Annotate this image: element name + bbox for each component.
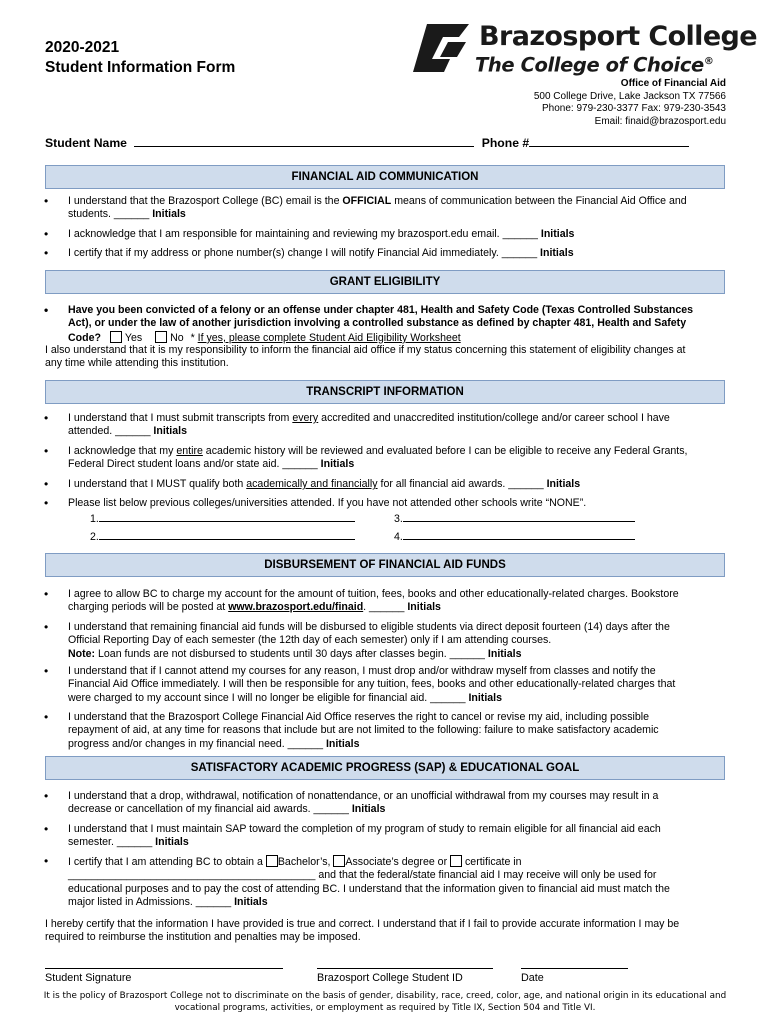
list-item-email-responsibility: • I acknowledge that I am responsible for maintaining and reviewing my brazosport.edu email. ______ Initials: [68, 228, 688, 241]
list-item-address-change: • I certify that if my address or phone number(s) change I will notify Financial Aid immediately. ______ Initials: [68, 247, 688, 260]
office-address: 500 College Drive, Lake Jackson TX 77566: [533, 90, 726, 102]
office-contact: [534, 78, 726, 128]
list-item-felony-question: • Have you been convicted of a felony or an offense under chapter 481, Health and Safety Code (Texas Controlled Substances Act), or under the law of another jurisdiction involving a controlled substance as defined by chapter 481, Health and Safety Code? Yes No * If yes, please complete Student Aid Eligibility Worksheet: [68, 304, 698, 345]
list-item-drop-withdraw: • I understand that if I cannot attend my courses for any reason, I must drop and/or withdraw myself from classes and notify the Financial Aid Office immediately. I will then be responsible for any tuition, fees, books and other educationally-related charges that were charged to my account since I will no longer be eligible for financial aid. ______ Initials: [68, 665, 688, 705]
office-email: Email: finaid@brazosport.edu: [594, 115, 726, 127]
college-line-2: 2.: [90, 530, 355, 544]
associates-checkbox[interactable]: [333, 855, 345, 867]
bachelors-checkbox[interactable]: [266, 855, 278, 867]
college-line-3: 3.: [394, 512, 635, 526]
form-title-block: [45, 38, 235, 78]
yes-checkbox[interactable]: [110, 331, 122, 343]
section-header-transcript: TRANSCRIPT INFORMATION: [45, 380, 725, 404]
student-name-field[interactable]: [134, 137, 474, 147]
section-header-communication: FINANCIAL AID COMMUNICATION: [45, 165, 725, 189]
section-header-disbursement: DISBURSEMENT OF FINANCIAL AID FUNDS: [45, 553, 725, 577]
certificate-checkbox[interactable]: [450, 855, 462, 867]
list-item-academic-history: • I acknowledge that my entire academic history will be reviewed and evaluated before I can be eligible to receive any Federal Grants, Federal Direct student loans and/or state aid. ______ Initials: [68, 445, 688, 472]
student-signature-label: Student Signature: [45, 972, 132, 984]
list-item-drop-decrease: • I understand that a drop, withdrawal, notification of nonattendance, or an unofficial withdrawal from my courses may result in a decrease or cancellation of my financial aid awards. ______ Initials: [68, 790, 688, 817]
student-name-label: Student Name: [45, 136, 127, 150]
college-4-field[interactable]: [403, 530, 635, 540]
section-header-grant: GRANT ELIGIBILITY: [45, 270, 725, 294]
college-logo: [411, 21, 757, 78]
list-item-maintain-sap: • I understand that I must maintain SAP toward the completion of my program of study to remain eligible for all financial aid each semester. ______ Initials: [68, 823, 688, 850]
list-item-previous-colleges: • Please list below previous colleges/universities attended. If you have not attended other schools write “NONE”.: [68, 497, 688, 510]
student-id-label: Brazosport College Student ID: [317, 972, 463, 984]
list-item-cancel-revise: • I understand that the Brazosport College Financial Aid Office reserves the right to cancel or revise my aid, including possible repayment of aid, at any time for reasons that include but are not limited to the following: failure to make satisfactory academic progress and/or changes in my financial need. ______ Initials: [68, 711, 688, 751]
office-name: Office of Financial Aid: [620, 78, 726, 89]
eligibility-worksheet-link[interactable]: , please complete Student Aid Eligibility Worksheet: [222, 331, 461, 344]
phone-label: Phone #: [481, 136, 530, 150]
college-1-field[interactable]: [99, 512, 355, 522]
college-name: Brazosport College: [479, 21, 757, 52]
form-year: 2020-2021: [45, 39, 120, 56]
student-info-line: [45, 135, 689, 151]
college-line-1: 1.: [90, 512, 355, 526]
section-header-sap: SATISFACTORY ACADEMIC PROGRESS (SAP) & EDUCATIONAL GOAL: [45, 756, 725, 780]
college-tagline: The College of Choice®: [475, 53, 714, 77]
list-item-qualify: • I understand that I MUST qualify both academically and financially for all financial aid awards. ______ Initials: [68, 478, 688, 491]
list-item-direct-deposit: • I understand that remaining financial aid funds will be disbursed to eligible students via direct deposit fourteen (14) days after the Official Reporting Day of each semester (the 12th day of each semester) only if I am attending courses. Note: Loan funds are not disbursed to students until 30 days after classes begin. ______ Initials: [68, 621, 688, 661]
list-item-charge-account: • I agree to allow BC to charge my account for the amount of tuition, fees, books and other educationally-related charges. Bookstore charging periods will be posted at www.brazosport.edu/finaid. ______ Initials: [68, 588, 688, 615]
office-phones: Phone: 979-230-3377 Fax: 979-230-3543: [541, 103, 726, 115]
date-label: Date: [521, 972, 544, 984]
phone-field[interactable]: [529, 137, 689, 147]
form-title: Student Information Form: [45, 59, 236, 76]
nondiscrimination-footer: It is the policy of Brazosport College not to discriminate on the basis of gender, disability, race, creed, color, age, and national origin in its educational and vocational programs, activities, or employment as required by Title IX, Section 504 and Title VI.: [43, 991, 727, 1013]
certification-statement: I hereby certify that the information I have provided is true and correct. I understand that if I fail to provide accurate information I may be required to reimburse the institution and penalties may be imposed.: [45, 918, 680, 944]
college-2-field[interactable]: [99, 530, 355, 540]
student-id-line[interactable]: [317, 968, 493, 969]
college-line-4: 4.: [394, 530, 635, 544]
list-item-degree-goal: • I certify that I am attending BC to obtain a Bachelor’s, Associate’s degree or certificate in __________________________________________ and that the federal/state financial aid I may receive will only be used for educational purposes and to pay the cost of attending BC. I understand that the information given to financial aid must match the major listed in Admissions. ______ Initials: [68, 855, 688, 910]
eligibility-note: I also understand that it is my responsibility to inform the financial aid office if my status concerning this statement of eligibility changes at any time while attending this institution.: [45, 344, 686, 370]
list-item-official-email: • I understand that the Brazosport College (BC) email is the OFFICIAL means of communication between the Financial Aid Office and students. ______ Initials: [68, 195, 688, 222]
finaid-link[interactable]: www.brazosport.edu/finaid: [228, 601, 364, 614]
date-line[interactable]: [521, 968, 628, 969]
signature-line[interactable]: [45, 968, 283, 969]
brazosport-b-logo-icon: [413, 23, 469, 73]
college-3-field[interactable]: [403, 512, 635, 522]
list-item-submit-transcripts: • I understand that I must submit transcripts from every accredited and unaccredited institution/college and/or career school I have attended. ______ Initials: [68, 412, 688, 439]
no-checkbox[interactable]: [155, 331, 167, 343]
